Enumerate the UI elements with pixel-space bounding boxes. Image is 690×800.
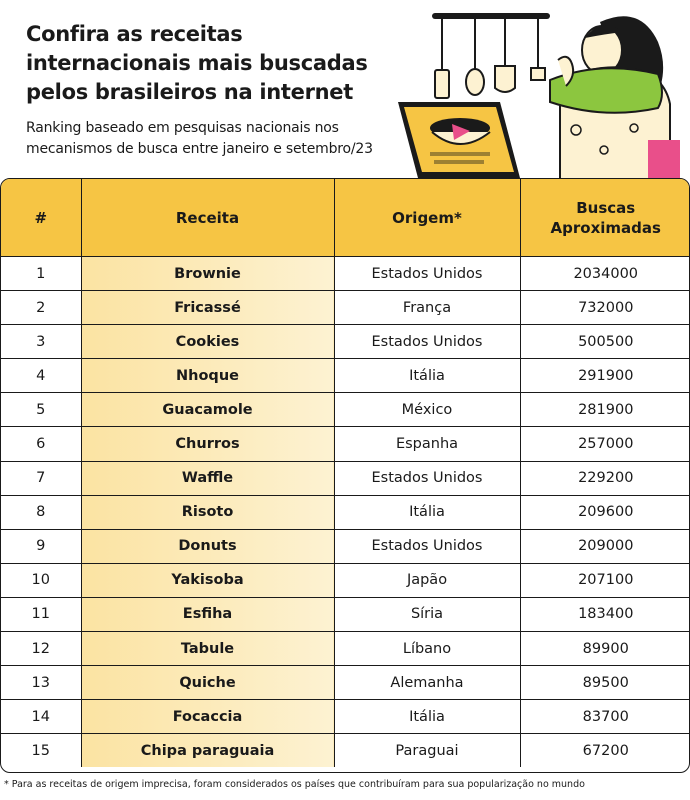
cooking-illustration [390, 0, 690, 180]
recipe-cell: Churros [81, 427, 334, 461]
recipe-cell: Donuts [81, 529, 334, 563]
header-recipe: Receita [81, 179, 334, 257]
kitchen-utensils-icon [432, 13, 550, 98]
table-header-row [1, 179, 690, 257]
table-body [1, 257, 690, 768]
rank-cell: 5 [1, 393, 81, 427]
rank-cell: 10 [1, 563, 81, 597]
searches-cell: 89500 [520, 666, 690, 700]
origin-cell: Japão [334, 563, 520, 597]
recipe-cell: Nhoque [81, 359, 334, 393]
origin-cell: Itália [334, 495, 520, 529]
origin-cell: México [334, 393, 520, 427]
rank-cell: 3 [1, 325, 81, 359]
recipes-table-container [0, 178, 690, 773]
recipe-cell: Cookies [81, 325, 334, 359]
header-searches: Buscas Aproximadas [520, 179, 690, 257]
origin-cell: Estados Unidos [334, 529, 520, 563]
searches-cell: 209600 [520, 495, 690, 529]
rank-cell: 9 [1, 529, 81, 563]
rank-cell: 13 [1, 666, 81, 700]
searches-cell: 732000 [520, 291, 690, 325]
recipe-cell: Yakisoba [81, 563, 334, 597]
searches-cell: 89900 [520, 632, 690, 666]
recipe-cell: Guacamole [81, 393, 334, 427]
origin-cell: Estados Unidos [334, 461, 520, 495]
table-row [1, 291, 690, 325]
recipe-cell: Fricassé [81, 291, 334, 325]
searches-cell: 67200 [582, 742, 629, 759]
page-subtitle: Ranking baseado em pesquisas nacionais nos mecanismos de busca entre janeiro e setembro/23 [26, 120, 373, 157]
rank-cell: 1 [1, 257, 81, 291]
searches-cell: 207100 [520, 563, 690, 597]
rank-cell: 12 [1, 632, 81, 666]
header-origin: Origem* [334, 179, 520, 257]
origin-cell: Espanha [334, 427, 520, 461]
table-row [1, 461, 690, 495]
searches-cell: 229200 [520, 461, 690, 495]
recipe-cell: Chipa paraguaia [81, 734, 334, 768]
table-row [1, 257, 690, 291]
rank-cell: 8 [1, 495, 81, 529]
origin-cell: Estados Unidos [334, 257, 520, 291]
origin-cell: Paraguai [334, 734, 520, 768]
woman-cooking-icon [550, 16, 680, 180]
searches-cell: 209000 [520, 529, 690, 563]
rank-cell: 2 [1, 291, 81, 325]
origin-cell: Estados Unidos [334, 325, 520, 359]
tablet-recipe-icon [398, 102, 520, 178]
rank-cell: 14 [1, 700, 81, 734]
table-row [1, 563, 690, 597]
rank-cell: 6 [1, 427, 81, 461]
searches-cell: 500500 [520, 325, 690, 359]
recipe-cell: Tabule [81, 632, 334, 666]
rank-cell: 4 [1, 359, 81, 393]
table-row [1, 597, 690, 631]
origin-cell: Itália [334, 359, 520, 393]
origin-cell: Líbano [334, 632, 520, 666]
table-row [1, 427, 690, 461]
rank-cell: 11 [1, 597, 81, 631]
rank-cell: 7 [1, 461, 81, 495]
searches-cell: 281900 [520, 393, 690, 427]
rank-cell: 15 [1, 734, 81, 768]
searches-cell: 291900 [520, 359, 690, 393]
table-row [1, 393, 690, 427]
searches-cell: 183400 [520, 597, 690, 631]
page-title: Confira as receitas internacionais mais buscadas pelos brasileiros na internet [26, 22, 368, 104]
searches-cell: 83700 [520, 700, 690, 734]
table-row [1, 666, 690, 700]
table-row [1, 529, 690, 563]
table-row [1, 700, 690, 734]
origin-cell: França [334, 291, 520, 325]
table-row [1, 734, 690, 768]
origin-cell: Itália [334, 700, 520, 734]
table-row [1, 325, 690, 359]
searches-cell: 257000 [520, 427, 690, 461]
recipe-cell: Focaccia [81, 700, 334, 734]
recipe-cell: Esfiha [81, 597, 334, 631]
origin-cell: Alemanha [334, 666, 520, 700]
table-row [1, 359, 690, 393]
recipe-cell: Quiche [81, 666, 334, 700]
recipe-cell: Risoto [81, 495, 334, 529]
origin-cell: Síria [334, 597, 520, 631]
table-row [1, 495, 690, 529]
header-rank: # [1, 179, 81, 257]
recipe-cell: Waffle [81, 461, 334, 495]
recipes-table [1, 179, 690, 767]
table-row [1, 632, 690, 666]
footnote: * Para as receitas de origem imprecisa, foram considerados os países que contribuíram para sua popularização no mundo [4, 779, 585, 790]
searches-cell: 2034000 [520, 257, 690, 291]
recipe-cell: Brownie [81, 257, 334, 291]
